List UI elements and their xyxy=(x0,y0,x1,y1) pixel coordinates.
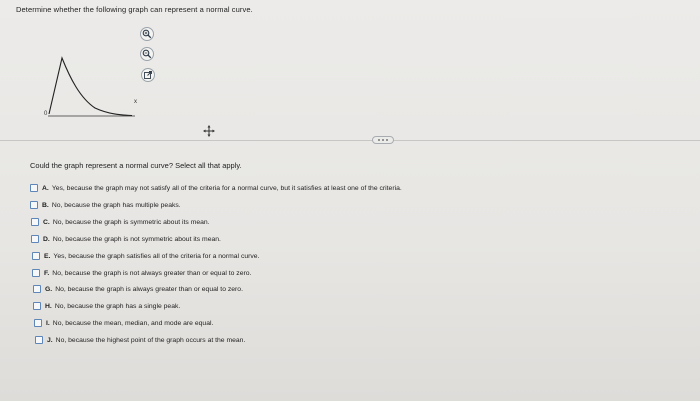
option-text: No, because the graph is not always greater than or equal to zero. xyxy=(52,269,252,277)
option-letter: A. xyxy=(42,184,49,192)
option-text: Yes, because the graph may not satisfy all of the criteria for a normal curve, but it satisfies at least one of the criteria. xyxy=(51,184,402,192)
curve-graph xyxy=(40,48,145,123)
section-divider xyxy=(0,140,700,141)
option-text: No, because the graph has a single peak. xyxy=(54,302,181,310)
checkbox[interactable] xyxy=(32,252,40,260)
option-text: No, because the graph is always greater than or equal to zero. xyxy=(55,285,243,293)
option-a[interactable] xyxy=(30,184,402,192)
checkbox[interactable] xyxy=(30,201,38,209)
option-letter: J. xyxy=(47,336,53,344)
option-letter: D. xyxy=(43,235,50,243)
checkbox[interactable] xyxy=(30,184,38,192)
checkbox[interactable] xyxy=(33,285,41,293)
option-h[interactable] xyxy=(33,302,180,310)
x-axis-label: x xyxy=(134,99,137,105)
option-text: No, because the mean, median, and mode are equal. xyxy=(52,319,214,327)
checkbox[interactable] xyxy=(34,319,42,327)
option-text: No, because the graph is symmetric about its mean. xyxy=(52,218,210,226)
option-letter: B. xyxy=(42,201,49,209)
option-text: No, because the highest point of the graph occurs at the mean. xyxy=(55,336,246,344)
option-c[interactable] xyxy=(31,218,210,226)
dot xyxy=(378,139,380,141)
option-text: No, because the graph is not symmetric about its mean. xyxy=(52,235,221,243)
checkbox[interactable] xyxy=(33,302,41,310)
option-e[interactable] xyxy=(32,252,259,260)
checkbox[interactable] xyxy=(35,336,43,344)
option-letter: F. xyxy=(44,269,50,277)
option-g[interactable] xyxy=(33,285,243,293)
option-text: Yes, because the graph satisfies all of the criteria for a normal curve. xyxy=(53,252,260,260)
option-letter: G. xyxy=(45,285,53,293)
expand-button[interactable] xyxy=(372,136,394,144)
option-letter: I. xyxy=(46,319,50,327)
dot xyxy=(382,139,384,141)
curve-plot xyxy=(40,48,145,123)
option-f[interactable] xyxy=(32,269,251,277)
dot xyxy=(386,139,388,141)
curve-line xyxy=(49,58,132,116)
checkbox[interactable] xyxy=(31,218,39,226)
origin-label: 0 xyxy=(44,111,48,117)
move-icon[interactable] xyxy=(203,124,215,136)
question-text: Determine whether the following graph can represent a normal curve. xyxy=(16,5,253,14)
option-letter: C. xyxy=(43,218,50,226)
checkbox[interactable] xyxy=(31,235,39,243)
zoom-in-icon xyxy=(142,29,152,39)
option-text: No, because the graph has multiple peaks. xyxy=(51,201,181,209)
option-letter: E. xyxy=(44,252,51,260)
checkbox[interactable] xyxy=(32,269,40,277)
option-letter: H. xyxy=(45,302,52,310)
option-d[interactable] xyxy=(31,235,221,243)
option-j[interactable] xyxy=(35,336,245,344)
zoom-in-button[interactable] xyxy=(140,27,154,41)
prompt-text: Could the graph represent a normal curve? Select all that apply. xyxy=(30,161,242,170)
option-i[interactable] xyxy=(34,319,213,327)
option-b[interactable] xyxy=(30,201,181,209)
